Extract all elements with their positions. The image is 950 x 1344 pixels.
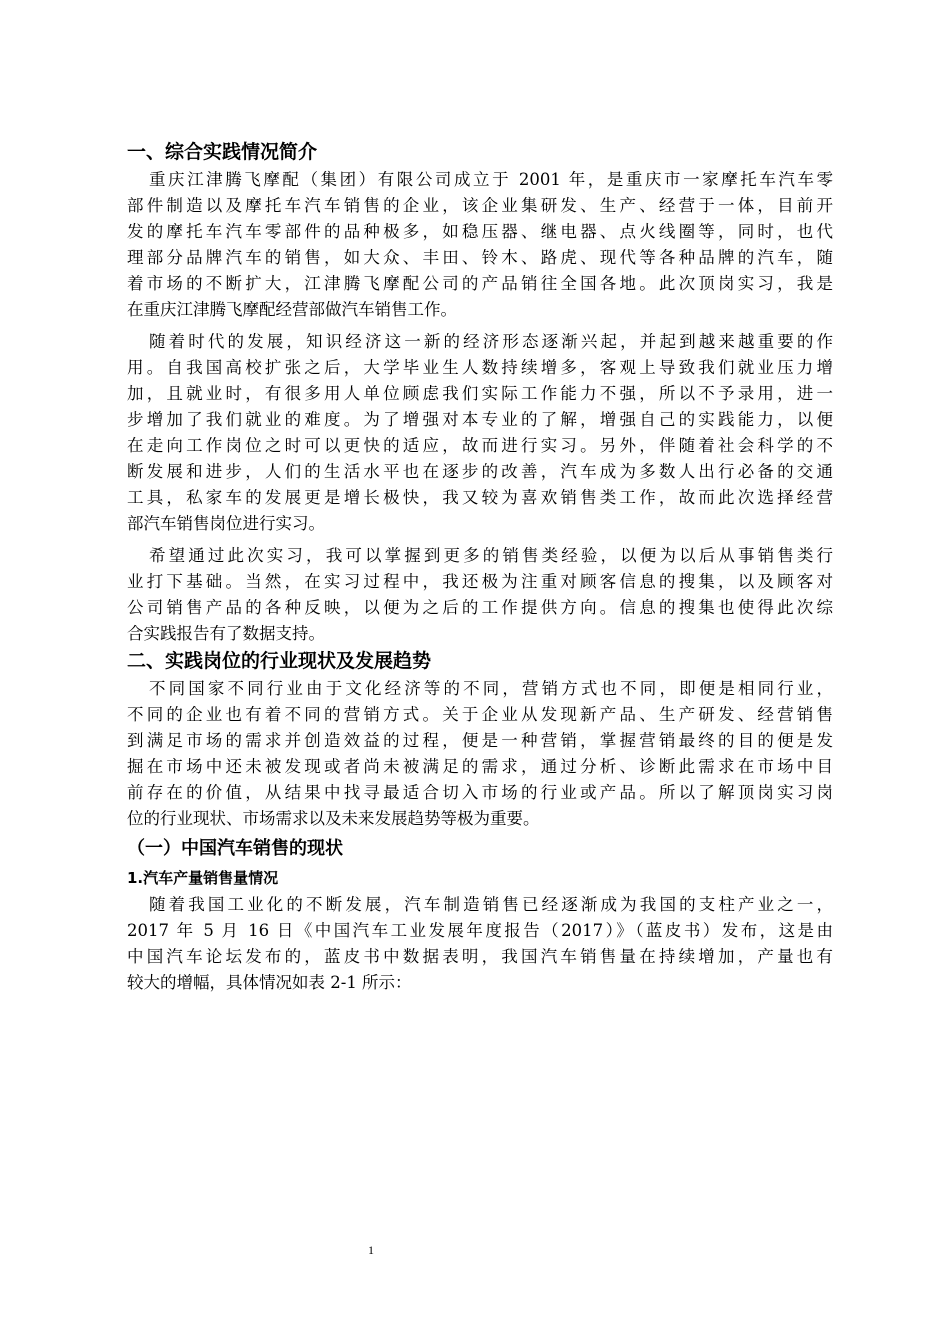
text-line: 较大的增幅，具体情况如表 2-1 所示： — [127, 973, 412, 992]
paragraph-internship-motivation — [127, 329, 833, 537]
text-line: 2017 年 5 月 16 日《中国汽车工业发展年度报告（2017）》（蓝皮书）发布，这是由 — [127, 921, 833, 940]
text-line: 中国汽车论坛发布的，蓝皮书中数据表明，我国汽车销售量在持续增加，产量也有 — [127, 947, 833, 966]
paragraph-internship-goals — [127, 543, 833, 647]
document-body — [127, 138, 833, 996]
text-line: 不同国家不同行业由于文化经济等的不同，营销方式也不同，即便是相同行业， — [149, 679, 833, 698]
text-line: 重庆江津腾飞摩配（集团）有限公司成立于 2001 年，是重庆市一家摩托车汽车零 — [149, 170, 833, 189]
page-number: 1 — [368, 1243, 374, 1257]
text-line: 用。自我国高校扩张之后，大学毕业生人数持续增多，客观上导致我们就业压力增 — [127, 358, 833, 377]
text-line: 随着时代的发展，知识经济这一新的经济形态逐渐兴起，并起到越来越重要的作 — [149, 332, 833, 351]
paragraph-company-intro — [127, 167, 833, 323]
text-line: 掘在市场中还未被发现或者尚未被满足的需求，通过分析、诊断此需求在市场中目 — [127, 757, 833, 776]
text-line: 随着我国工业化的不断发展，汽车制造销售已经逐渐成为我国的支柱产业之一， — [149, 895, 833, 914]
text-line: 公司销售产品的各种反映，以便为之后的工作提供方向。信息的搜集也使得此次综 — [127, 598, 833, 617]
section-heading-overview: 一、综合实践情况简介 — [127, 141, 318, 163]
text-line: 希望通过此次实习，我可以掌握到更多的销售类经验，以便为以后从事销售类行 — [149, 546, 833, 565]
text-line: 理部分品牌汽车的销售，如大众、丰田、铃木、路虎、现代等各种品牌的汽车，随 — [127, 248, 833, 267]
text-line: 业打下基础。当然，在实习过程中，我还极为注重对顾客信息的搜集，以及顾客对 — [127, 572, 833, 591]
text-line: 到满足市场的需求并创造效益的过程，便是一种营销，掌握营销最终的目的便是发 — [127, 731, 833, 750]
section-heading-industry-status: 二、实践岗位的行业现状及发展趋势 — [127, 650, 432, 672]
subsection-heading-china-auto-sales: （一）中国汽车销售的现状 — [127, 838, 343, 859]
paragraph-marketing-overview — [127, 676, 833, 832]
text-line: 发的摩托车汽车零部件的品种极多，如稳压器、继电器、点火线圈等，同时，也代 — [127, 222, 833, 241]
item-heading-production-sales: 1.汽车产量销售量情况 — [127, 869, 279, 887]
text-line: 部件制造以及摩托车汽车销售的企业，该企业集研发、生产、经营于一体，目前开 — [127, 196, 833, 215]
text-line: 工具，私家车的发展更是增长极快，我又较为喜欢销售类工作，故而此次选择经营 — [127, 488, 833, 507]
text-line: 着市场的不断扩大，江津腾飞摩配公司的产品销往全国各地。此次顶岗实习，我是 — [127, 274, 833, 293]
text-line: 位的行业现状、市场需求以及未来发展趋势等极为重要。 — [127, 809, 540, 828]
paragraph-industry-report — [127, 892, 833, 996]
text-line: 前存在的价值，从结果中找寻最适合切入市场的行业或产品。所以了解顶岗实习岗 — [127, 783, 833, 802]
text-line: 步增加了我们就业的难度。为了增强对本专业的了解，增强自己的实践能力，以便 — [127, 410, 833, 429]
text-line: 在走向工作岗位之时可以更快的适应，故而进行实习。另外，伴随着社会科学的不 — [127, 436, 833, 455]
text-line: 加，且就业时，有很多用人单位顾虑我们实际工作能力不强，所以不予录用，进一 — [127, 384, 833, 403]
text-line: 不同的企业也有着不同的营销方式。关于企业从发现新产品、生产研发、经营销售 — [127, 705, 833, 724]
text-line: 断发展和进步，人们的生活水平也在逐步的改善，汽车成为多数人出行必备的交通 — [127, 462, 833, 481]
text-line: 合实践报告有了数据支持。 — [127, 624, 325, 643]
text-line: 部汽车销售岗位进行实习。 — [127, 514, 325, 533]
text-line: 在重庆江津腾飞摩配经营部做汽车销售工作。 — [127, 300, 457, 319]
